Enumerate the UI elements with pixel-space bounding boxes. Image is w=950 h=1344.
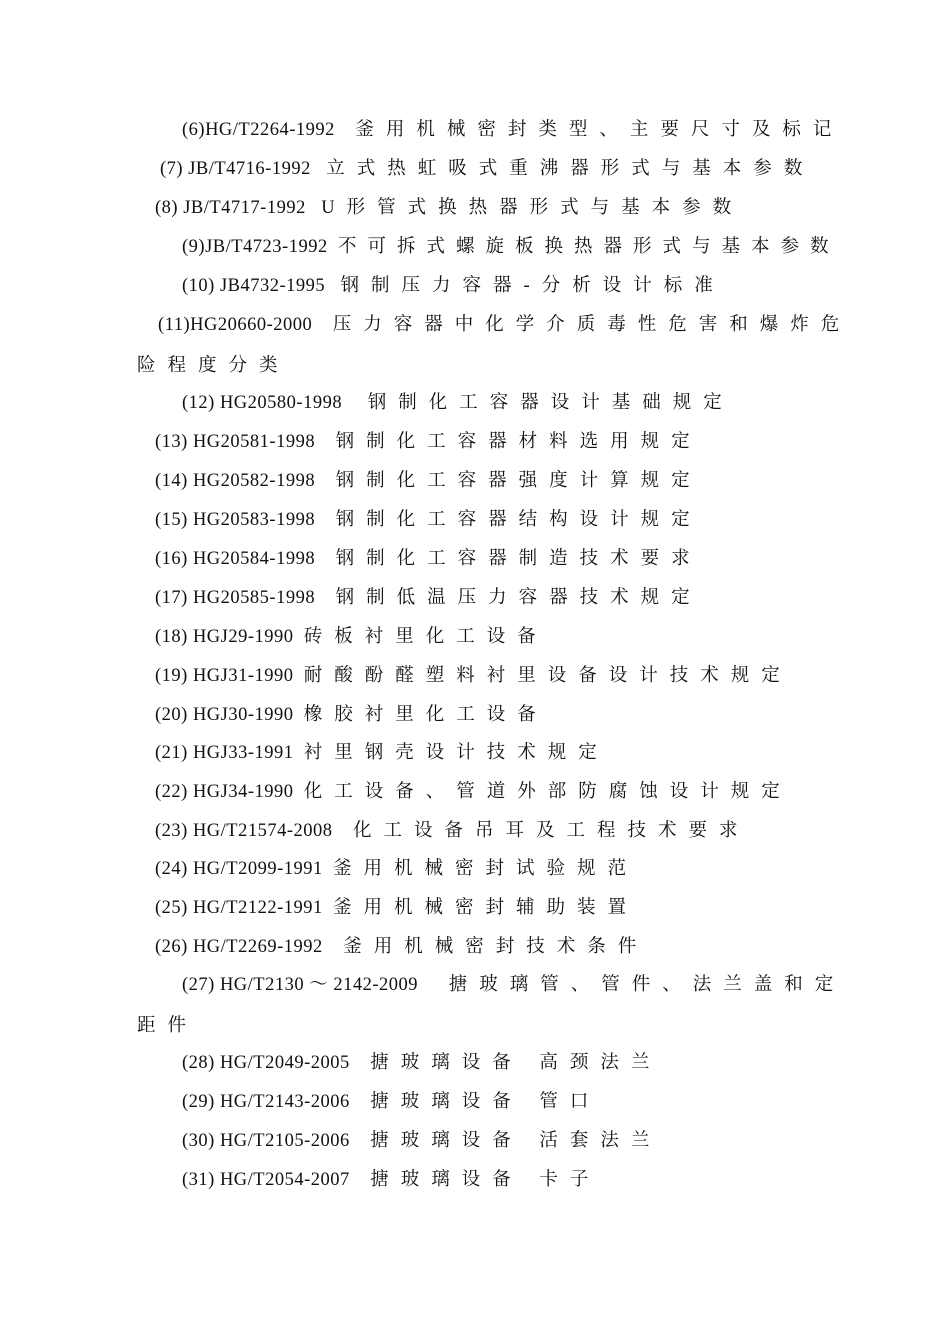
standard-code: (11)HG20660-2000 (158, 315, 313, 335)
standard-code: (15) HG20583-1998 (155, 510, 316, 530)
standard-title: 衬里钢壳设计技术规定 (303, 743, 609, 763)
standard-code: (12) HG20580-1998 (182, 393, 343, 413)
standard-item-21 (155, 741, 609, 765)
standard-item-16 (155, 547, 702, 571)
standard-code: (29) HG/T2143-2006 (182, 1092, 350, 1112)
standard-code: (6)HG/T2264-1992 (182, 120, 335, 140)
standard-item-8 (155, 196, 743, 220)
standard-title: 钢制化工容器强度计算规定 (335, 471, 702, 491)
standard-item-17 (155, 586, 702, 610)
standard-title: 搪玻璃管、管件、法兰盖和定 (448, 975, 846, 995)
standard-item-19 (155, 664, 792, 688)
standard-code: (17) HG20585-1998 (155, 588, 316, 608)
standard-code: (24) HG/T2099-1991 (155, 859, 323, 879)
standard-title: 釜用机械密封试验规范 (333, 859, 639, 879)
standard-title: 立式热虹吸式重沸器形式与基本参数 (326, 159, 815, 179)
standard-code: (21) HGJ33-1991 (155, 743, 294, 763)
standard-code: (25) HG/T2122-1991 (155, 898, 323, 918)
standard-item-23 (155, 819, 750, 843)
standard-title: 化工设备吊耳及工程技术要求 (353, 821, 750, 841)
standard-code: (27) HG/T2130 ～ 2142-2009 (182, 975, 419, 995)
standard-item-20 (155, 703, 548, 727)
standard-item-31 (182, 1168, 600, 1192)
standard-title: 压力容器中化学介质毒性危害和爆炸危 (332, 315, 852, 335)
standard-code: (16) HG20584-1998 (155, 549, 316, 569)
standard-item-11 (158, 313, 851, 337)
standard-item-27 (182, 973, 845, 997)
standard-title: 釜用机械密封辅助装置 (333, 898, 639, 918)
standard-code: (19) HGJ31-1990 (155, 666, 294, 686)
standard-item-26 (155, 935, 648, 959)
standard-item-14 (155, 469, 702, 493)
standard-title-continuation: 距件 (137, 1016, 199, 1036)
standard-title: 钢制化工容器材料选用规定 (335, 432, 702, 452)
standard-item-9 (182, 235, 839, 259)
standard-code: (7) JB/T4716-1992 (160, 159, 311, 179)
standard-item-12 (182, 391, 734, 415)
standard-title: 钢制压力容器-分析设计标准 (340, 276, 725, 296)
standard-item-15 (155, 508, 702, 532)
standard-title: 搪玻璃设备 高颈法兰 (370, 1053, 662, 1073)
standard-item-10 (182, 274, 725, 298)
standard-item-7 (160, 157, 814, 181)
standard-code: (31) HG/T2054-2007 (182, 1170, 350, 1190)
standard-title: 釜用机械密封技术条件 (343, 937, 649, 957)
standard-code: (28) HG/T2049-2005 (182, 1053, 350, 1073)
standard-title: 搪玻璃设备 卡子 (370, 1170, 601, 1190)
standard-code: (14) HG20582-1998 (155, 471, 316, 491)
standard-title: 釜用机械密封类型、主要尺寸及标记 (355, 120, 844, 140)
standard-item-11-continuation (137, 354, 290, 378)
standard-title: 钢制化工容器制造技术要求 (335, 549, 702, 569)
standard-item-28 (182, 1051, 661, 1075)
standard-title: 不可拆式螺旋板换热器形式与基本参数 (337, 237, 840, 257)
standard-title: 搪玻璃设备 活套法兰 (370, 1131, 662, 1151)
standard-title: 化工设备、管道外部防腐蚀设计规定 (303, 782, 792, 802)
standard-item-29 (182, 1090, 600, 1114)
standard-item-25 (155, 896, 638, 920)
standard-title: 钢制低温压力容器技术规定 (335, 588, 702, 608)
standard-item-30 (182, 1129, 661, 1153)
standard-title-continuation: 险程度分类 (137, 356, 290, 376)
standard-item-13 (155, 430, 702, 454)
standard-title: 砖板衬里化工设备 (303, 627, 548, 647)
standard-item-6 (182, 118, 843, 142)
standard-code: (30) HG/T2105-2006 (182, 1131, 350, 1151)
standard-code: (18) HGJ29-1990 (155, 627, 294, 647)
standard-code: (13) HG20581-1998 (155, 432, 316, 452)
standard-title: 钢制化工容器结构设计规定 (335, 510, 702, 530)
standard-item-24 (155, 857, 638, 881)
standard-code: (22) HGJ34-1990 (155, 782, 294, 802)
standard-title: 耐酸酚醛塑料衬里设备设计技术规定 (303, 666, 792, 686)
standard-title: 钢制化工容器设计基础规定 (367, 393, 734, 413)
standard-item-18 (155, 625, 548, 649)
standard-title: 搪玻璃设备 管口 (370, 1092, 601, 1112)
standard-item-22 (155, 780, 792, 804)
standard-item-27-continuation (137, 1014, 198, 1038)
standard-title: U形管式换热器形式与基本参数 (321, 198, 744, 218)
standard-code: (8) JB/T4717-1992 (155, 198, 306, 218)
standard-title: 橡胶衬里化工设备 (303, 705, 548, 725)
standard-code: (10) JB4732-1995 (182, 276, 326, 296)
standard-code: (20) HGJ30-1990 (155, 705, 294, 725)
standard-code: (23) HG/T21574-2008 (155, 821, 333, 841)
standard-code: (26) HG/T2269-1992 (155, 937, 323, 957)
standard-code: (9)JB/T4723-1992 (182, 237, 328, 257)
